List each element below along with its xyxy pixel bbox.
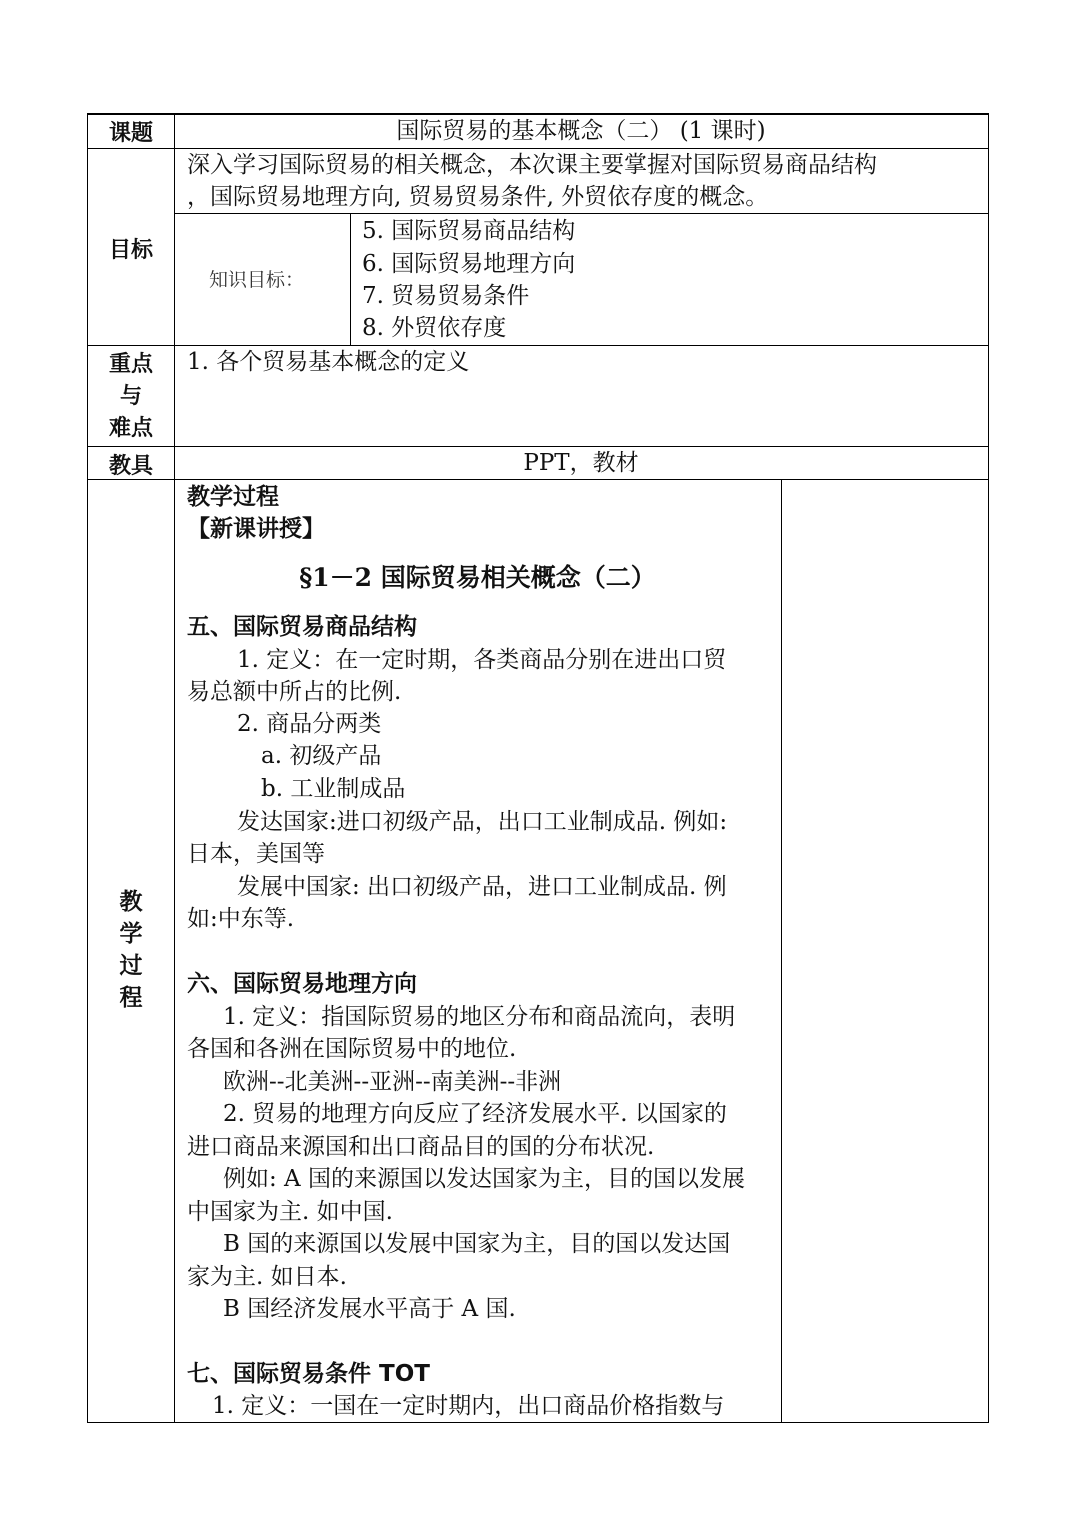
table-border-right [988,113,989,1423]
label-tools: 教具 [108,454,153,479]
section-5-heading: 五、国际贸易商品结构 [187,614,417,640]
section-6-line: 2. 贸易的地理方向反应了经济发展水平. 以国家的 [223,1101,727,1127]
section-5-line: 发达国家:进口初级产品，出口工业制成品. 例如: [237,809,728,835]
section-6-line: 1. 定义：指国际贸易的地区分布和商品流向，表明 [223,1004,736,1030]
section-5-line: 如:中东等. [187,906,295,932]
row-divider [87,479,989,480]
section-6-line: 各国和各洲在国际贸易中的地位. [187,1036,517,1062]
knowledge-item: 7. 贸易贸易条件 [362,283,530,309]
section-6-heading: 六、国际贸易地理方向 [187,971,417,997]
section-5-line: 1. 定义：在一定时期，各类商品分别在进出口贸 [237,647,727,673]
label-key-points [88,349,174,445]
new-lesson-label: 【新课讲授】 [187,516,325,542]
col-divider [781,479,782,1423]
section-6-line: 中国家为主. 如中国. [187,1199,393,1225]
goal-intro-line-2: ，国际贸易地理方向, 贸易贸易条件, 外贸依存度的概念。 [187,184,769,210]
section-6-line: 家为主. 如日本. [187,1264,347,1290]
topic-text: 国际贸易的基本概念（二） (1 课时) [396,118,766,144]
section-5-line: a. 初级产品 [261,743,382,769]
label-process-1: 教 [119,889,143,915]
label-process-3: 过 [119,953,143,979]
tools-text: PPT，教材 [523,450,639,476]
label-key-points-2: 与 [119,384,142,409]
section-5-line: b. 工业制成品 [261,776,406,802]
label-process-2: 学 [119,921,143,947]
col-divider [174,113,175,1423]
knowledge-item: 6. 国际贸易地理方向 [362,251,576,277]
row-divider [174,213,989,214]
label-key-points-3: 难点 [108,416,153,441]
knowledge-goal-label: 知识目标： [209,269,305,291]
section-7-line: 1. 定义：一国在一定时期内，出口商品价格指数与 [212,1393,725,1419]
section-6-line: B 国经济发展水平高于 A 国. [223,1296,516,1322]
process-title: 教学过程 [187,484,279,510]
section-6-line: B 国的来源国以发展中国家为主，目的国以发达国 [223,1231,731,1257]
label-process [88,886,174,1014]
goal-intro-line-1: 深入学习国际贸易的相关概念，本次课主要掌握对国际贸易商品结构 [187,152,877,178]
knowledge-item: 5. 国际贸易商品结构 [362,218,576,244]
section-title: §1－2 国际贸易相关概念（二） [299,563,656,592]
knowledge-item: 8. 外贸依存度 [362,315,507,341]
key-points-text: 1. 各个贸易基本概念的定义 [187,349,470,375]
section-6-line: 例如: A 国的来源国以发达国家为主，目的国以发展 [223,1166,745,1192]
label-key-points-1: 重点 [108,352,153,377]
section-5-line: 日本，美国等 [187,841,325,867]
table-border-left [87,113,88,1423]
section-7-heading: 七、国际贸易条件 TOT [187,1361,430,1387]
section-5-line: 2. 商品分两类 [237,711,382,737]
label-goal: 目标 [108,238,153,263]
section-5-line: 发展中国家: 出口初级产品，进口工业制成品. 例 [237,874,727,900]
section-6-line: 欧洲--北美洲--亚洲--南美洲--非洲 [223,1069,562,1095]
col-divider [350,213,351,346]
section-6-line: 进口商品来源国和出口商品目的国的分布状况. [187,1134,655,1160]
table-border-bottom [87,1422,989,1423]
label-process-4: 程 [119,985,143,1011]
section-5-line: 易总额中所占的比例. [187,679,402,705]
label-topic: 课题 [108,121,153,146]
